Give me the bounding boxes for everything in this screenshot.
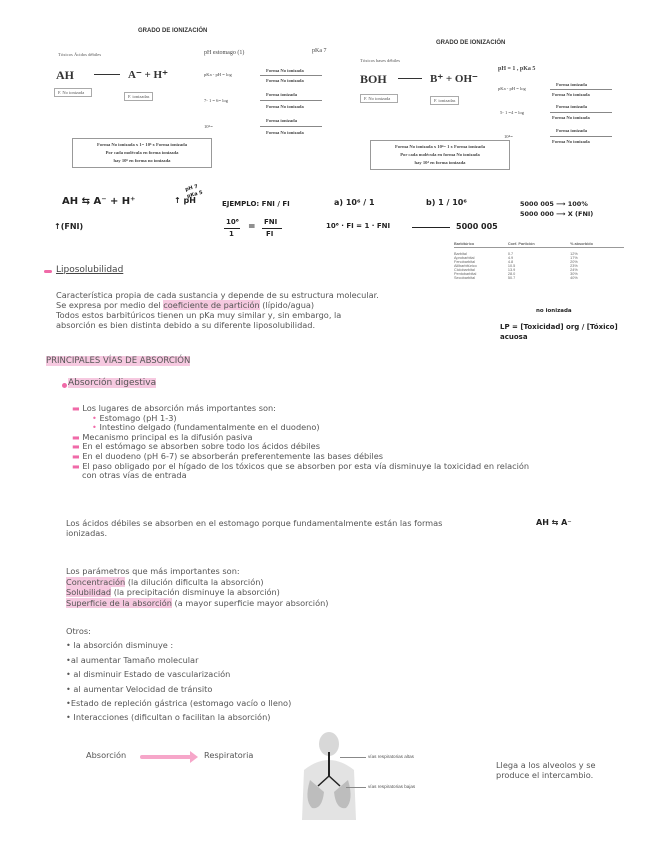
fraction-line-2 [260,100,322,101]
acid-products: A⁻ + H⁺ [128,69,168,81]
ion-row-2-left: 7- 1 = 6= log [204,98,229,103]
ionization-base-section [356,40,626,190]
base-equilibrium-arrow [398,78,422,79]
base-row-2-right-a: Forma ionizada [556,104,588,109]
base-row-2-right-b: Forma No ionizada [552,115,590,120]
list-item: ▬ Los lugares de absorción más importantes son: [72,403,276,413]
ph-stomach-heading: pH estomago (1) [204,50,245,56]
coef-particion-highlight: coeficiente de partición [163,300,260,310]
lungs-icon [296,730,362,820]
lipo-text [56,290,446,330]
table-cell: 13.9 [507,268,516,272]
resp-right-label: Respiratoria [204,750,254,760]
table-cell: 23% [570,264,578,268]
params-title: Los parámetros que más importantes son: [66,566,240,576]
acid-note-line-2: ionizadas. [66,528,108,538]
lipo-line-2 [56,300,446,310]
alveoli-note-line-1: Llega a los alveolos y se [496,760,596,770]
handwritten-step-a: a) 10⁶ / 1 [334,198,375,207]
handwritten-step-b: b) 1 / 10⁶ [426,198,467,207]
list-item: ▬ Mecanismo principal es la difusión pasiva [72,431,253,442]
param-item: Superficie de la absorción (a mayor superficie mayor absorción) [66,597,329,608]
others-item: • al aumentar Velocidad de tránsito [66,683,213,694]
list-item: ▬ En el estómago se absorben sobre todo los ácidos débiles [72,441,320,452]
lipo-line-1: Característica propia de cada sustancia y depende de su estructura molecular. [56,290,379,300]
lp-formula: LP = [Toxicidad] org / [Tóxico] acuosa [500,323,618,341]
ionization-title-right: GRADO DE IONIZACIÓN [436,40,506,46]
ion-row-2-right-b: Forma No ionizada [266,104,304,109]
list-item: ▬ El paso obligado por el hígado de los tóxicos que se absorben por esta vía disminuye la toxicidad en relación [72,460,530,471]
base-box-ionizada: F. ionizadas [430,96,459,105]
summary-left-line-2: Por cada molécula en forma ionizada [105,150,179,155]
lipo-line-3: Todos estos barbitúricos tienen un pKa muy similar y, sin embargo, la [56,310,342,320]
ion-row-1-right-b: Forma No ionizada [266,78,304,83]
percent-line-top: 5000 005 ⟶ 100% [520,200,588,208]
summary-right-line-2: Por cada molécula en forma No ionizada [400,152,480,157]
table-cell: 20% [570,260,578,264]
table-cell: 12% [570,252,578,256]
ionization-acid-section [40,28,340,188]
table-cell: 30% [570,272,578,276]
digestive-sub-text: Absorción digestiva [68,378,157,388]
summary-left-line-3: hay 10⁶ en forma no ionizada [113,158,171,163]
base-products: B⁺ + OH⁻ [430,73,478,85]
airway-pointer-upper [340,757,366,758]
ion-row-3-right-b: Forma No ionizada [266,130,304,135]
list-item: • Estomago (pH 1-3) [92,412,177,423]
lipo-line-2a: Se expresa por medio del [56,300,164,310]
fraction-fi: FI [266,230,274,238]
table-cell: Barbital [454,252,467,256]
acid-formula: AH [56,68,74,82]
list-item: con otras vías de entrada [82,470,187,481]
box-ionizada: F. ionizadas [124,92,153,101]
param-item: Solubilidad (la precipitación disminuye la absorción) [66,587,280,598]
acid-eq-handwritten: AH ⇆ A⁻ [536,518,572,527]
ion-row-1-left: pKa - pH = log [204,72,232,77]
lower-airway-label: vías respiratorias bajas [368,784,416,789]
digestive-bullet [62,383,67,388]
params-block [66,566,466,608]
acid-subtitle: Tóxicos Ácidos débiles [58,52,102,57]
result-value: 5000 005 [456,222,498,231]
table-header: Coef. Partición [508,242,570,248]
percent-line-bottom: 5000 000 ⟶ X (FNI) [520,210,594,218]
summary-left-line-1: Forma No ionizada x 1= 10⁶ x Forma ionizada [97,142,187,147]
base-row-1-right-a: Forma ionizada [556,82,588,87]
box-no-ionizada: F. No ionizada [54,88,92,97]
table-cell: Alilbarbitúrico [454,264,477,268]
resp-arrow-head [190,751,198,763]
routes-heading [46,356,190,366]
others-item: • al disminuir Estado de vascularización [66,669,231,680]
handwritten-fni: ↑(FNI) [54,222,84,231]
others-block [66,624,466,725]
handwritten-example: EJEMPLO: FNI / FI [222,200,290,208]
table-cell: 4.9 [507,256,514,260]
resp-left-label: Absorción [86,750,127,760]
list-item: ▬ En el duodeno (pH 6-7) se absorberán preferentemente las bases débiles [72,450,384,461]
lp-formula-label: no ionizada [536,308,572,314]
barbiturate-table [454,242,624,280]
handwritten-equilibrium: AH ⇆ A⁻ + H⁺ [62,196,136,207]
acid-note-line-1: Los ácidos débiles se absorben en el estomago porque fundamentalmente están las formas [66,518,443,528]
base-box-no-ionizada: F. No ionizada [360,94,398,103]
pka-label: pKa 7 [312,48,327,54]
others-item: • la absorción disminuye : [66,640,174,651]
base-row-3-left: 10⁴= [504,134,513,139]
table-cell: 0.7 [507,252,514,256]
airway-pointer-lower [346,787,366,788]
summary-right-line-3: hay 10⁴ en forma ionizada [414,160,466,165]
routes-list [72,404,592,481]
table-cell: Fenobarbital [454,260,476,264]
result-arrow [412,227,450,228]
lungs-illustration [296,730,362,820]
routes-heading-text: PRINCIPALES VÍAS DE ABSORCIÓN [46,356,191,366]
lipo-bullet [44,270,52,273]
table-cell: Aprobarbital [454,256,475,260]
others-item: •Estado de repleción gástrica (estomago vacío o lleno) [66,698,292,709]
ph-pka-label: pH = 1 , pKa 5 [498,66,536,72]
equilibrium-arrow [94,74,120,75]
fraction-line-3 [260,126,322,127]
others-item: • Interacciones (dificultan o facilitan la absorción) [66,712,271,723]
digestive-sub [68,378,156,388]
table-cell: 17% [570,256,578,260]
lipo-line-4: absorción es bien distinta debido a su diferente liposolubilidad. [56,320,316,330]
acid-absorption-note [66,518,506,538]
alveoli-note-line-2: produce el intercambio. [496,770,594,780]
base-row-1-right-b: Forma No ionizada [552,92,590,97]
summary-box-left [72,138,212,168]
ion-row-3-right: Forma ionizada [266,118,298,123]
summary-box-right [370,140,510,170]
list-item: • Intestino delgado (fundamentalmente en el duodeno) [92,422,320,433]
table-header: % absorbido [570,242,624,248]
table-row [454,276,624,280]
base-formula: BOH [360,72,387,86]
base-subtitle: Tóxicos bases débiles [360,58,401,63]
base-row-2-left: 5- 1 =4 = log [500,110,525,115]
base-row-3-right-b: Forma No ionizada [552,139,590,144]
others-title: Otros: [66,626,91,636]
param-item: Concentración (la dilución dificulta la absorción) [66,576,264,587]
fraction-numerator: 10⁶ [226,218,239,226]
handwritten-ph-note: pH 7 pKa 5 [184,183,204,200]
base-fraction-3 [550,136,612,137]
ionization-title-left: GRADO DE IONIZACIÓN [138,28,208,34]
lipo-line-2b: (lípido/agua) [259,300,315,310]
table-cell: 50.7 [507,276,516,280]
table-cell: Secobarbital [454,276,476,280]
fraction-bar-2 [262,228,282,229]
base-fraction-1 [550,89,612,90]
summary-right-line-1: Forma No ionizada x 10⁴= 1 x Forma ionizada [395,144,485,149]
lipo-heading: Liposolubilidad [56,265,124,275]
table-cell: 10.5 [507,264,516,268]
base-fraction-2 [550,112,612,113]
table-cell: 28.0 [507,272,516,276]
base-row-1-left: pKa - pH = log [498,86,526,91]
upper-airway-label: vías respiratorias altas [368,754,414,759]
fraction-fni: FNI [264,218,278,226]
resp-arrow [140,755,192,759]
fraction-denominator: 1 [229,230,234,238]
ion-row-1-right: Forma No ionizada [266,68,304,73]
fraction-line-1 [260,75,322,76]
equals-sign: = [248,222,256,232]
ion-row-2-right: Forma ionizada [266,92,298,97]
table-cell: 24% [570,268,578,272]
table-cell: 40% [570,276,578,280]
table-cell: 4.8 [507,260,514,264]
product-equation: 10⁶ · FI = 1 · FNI [326,222,391,230]
table-cell: Ciclobarbital [454,268,475,272]
handwritten-ph-arrow: ↑ pH [174,196,196,205]
others-item: •al aumentar Tamaño molecular [66,654,199,665]
table-cell: Pentobarbital [454,272,477,276]
ion-row-3-left: 10⁶= [204,124,213,129]
barbiturate-table-wrap [454,242,624,280]
base-row-3-right-a: Forma ionizada [556,128,588,133]
alveoli-note [496,760,636,780]
table-header: Barbitúrico [454,242,508,248]
fraction-bar-1 [224,228,240,229]
